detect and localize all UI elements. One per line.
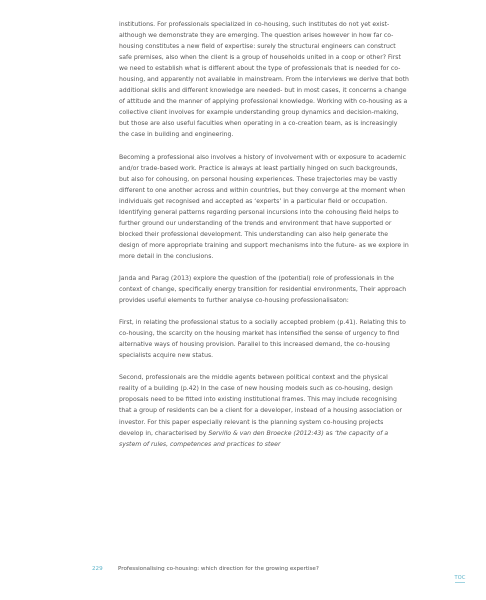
- page-footer: [92, 565, 319, 573]
- paragraph-5-citation: Servillo & van den Broecke (2012:43): [208, 429, 324, 437]
- toc-underline: [455, 582, 465, 583]
- page-number: 229: [92, 566, 103, 572]
- toc-label[interactable]: TOC: [454, 575, 466, 581]
- paragraph-5-quote: ‘the capacity of a system of rules, competences and practices to steer: [119, 429, 389, 448]
- body-text: [119, 19, 409, 450]
- paragraph-5-text: Second, professionals are the middle agents between political context and the physical reality of a building (p.42) In the case of new housing models such as co-housing, design proposals need to be fitted into existing institutional frames. This may include recognising that a group of residents can be a client for a developer, instead of a housing association or investor. For this paper especially relevant is the planning system co-housing projects develop in, characterised by: [119, 374, 403, 437]
- paragraph-4: First, in relating the professional status to a socially accepted problem (p.41). Relating this to co-housing, the scarcity on the housing market has intensified the sense of urgency to find alternative ways of housing provision. Parallel to this increased demand, the co-housing specialists acquire new status.: [119, 319, 406, 360]
- toc-link[interactable]: [452, 575, 468, 583]
- paragraph-3: Janda and Parag (2013) explore the question of the (potential) role of professionals in the context of change, specifically energy transition for residential environments, Their approach provides useful elements to further analyse co-housing professionalisaton:: [119, 274, 407, 305]
- paragraph-2: Becoming a professional also involves a history of involvement with or exposure to academic and/or trade-based work. Practice is always at least partially hinged on such backgrounds, but also for cohousing, on personal housing experiences. These trajectories may be vastly different to one another across and within countries, but they converge at the moment when individuals get recognised and accepted as ‘experts’ in a particular field or occupation. Identifying general patterns regarding personal incursions into the cohousing field helps to further ground our understanding of the trends and environment that have supported or blocked their professional development. This understanding can also help generate the design of more appropriate training and support mechanisms into the future- as we explore in more detail in the conclusions.: [119, 153, 409, 260]
- paragraph-1: institutions. For professionals specialized in co-housing, such institutes do not yet exist- although we demonstrate they are emerging. The question arises however in how far co-housing constitutes a new field of expertise: surely the structural engineers can construct safe premises, also when the client is a group of households united in a coop or other? First we need to establish what is different about the type of professionals that is needed for co-housing, and apparently not available in mainstream. From the interviews we derive that both additional skills and different knowledge are needed- but in most cases, it concerns a change of attitude and the manner of applying professional knowledge. Working with co-housing as a collective client involves for example understanding group dynamics and decision-making, but those are also useful faculties when operating in a co-creation team, as is increasingly the case in building and engineering.: [119, 21, 409, 139]
- running-title: Professionalising co-housing: which direction for the growing expertise?: [118, 566, 319, 572]
- paragraph-5: [119, 372, 409, 449]
- paragraph-5-connector: as: [323, 429, 335, 437]
